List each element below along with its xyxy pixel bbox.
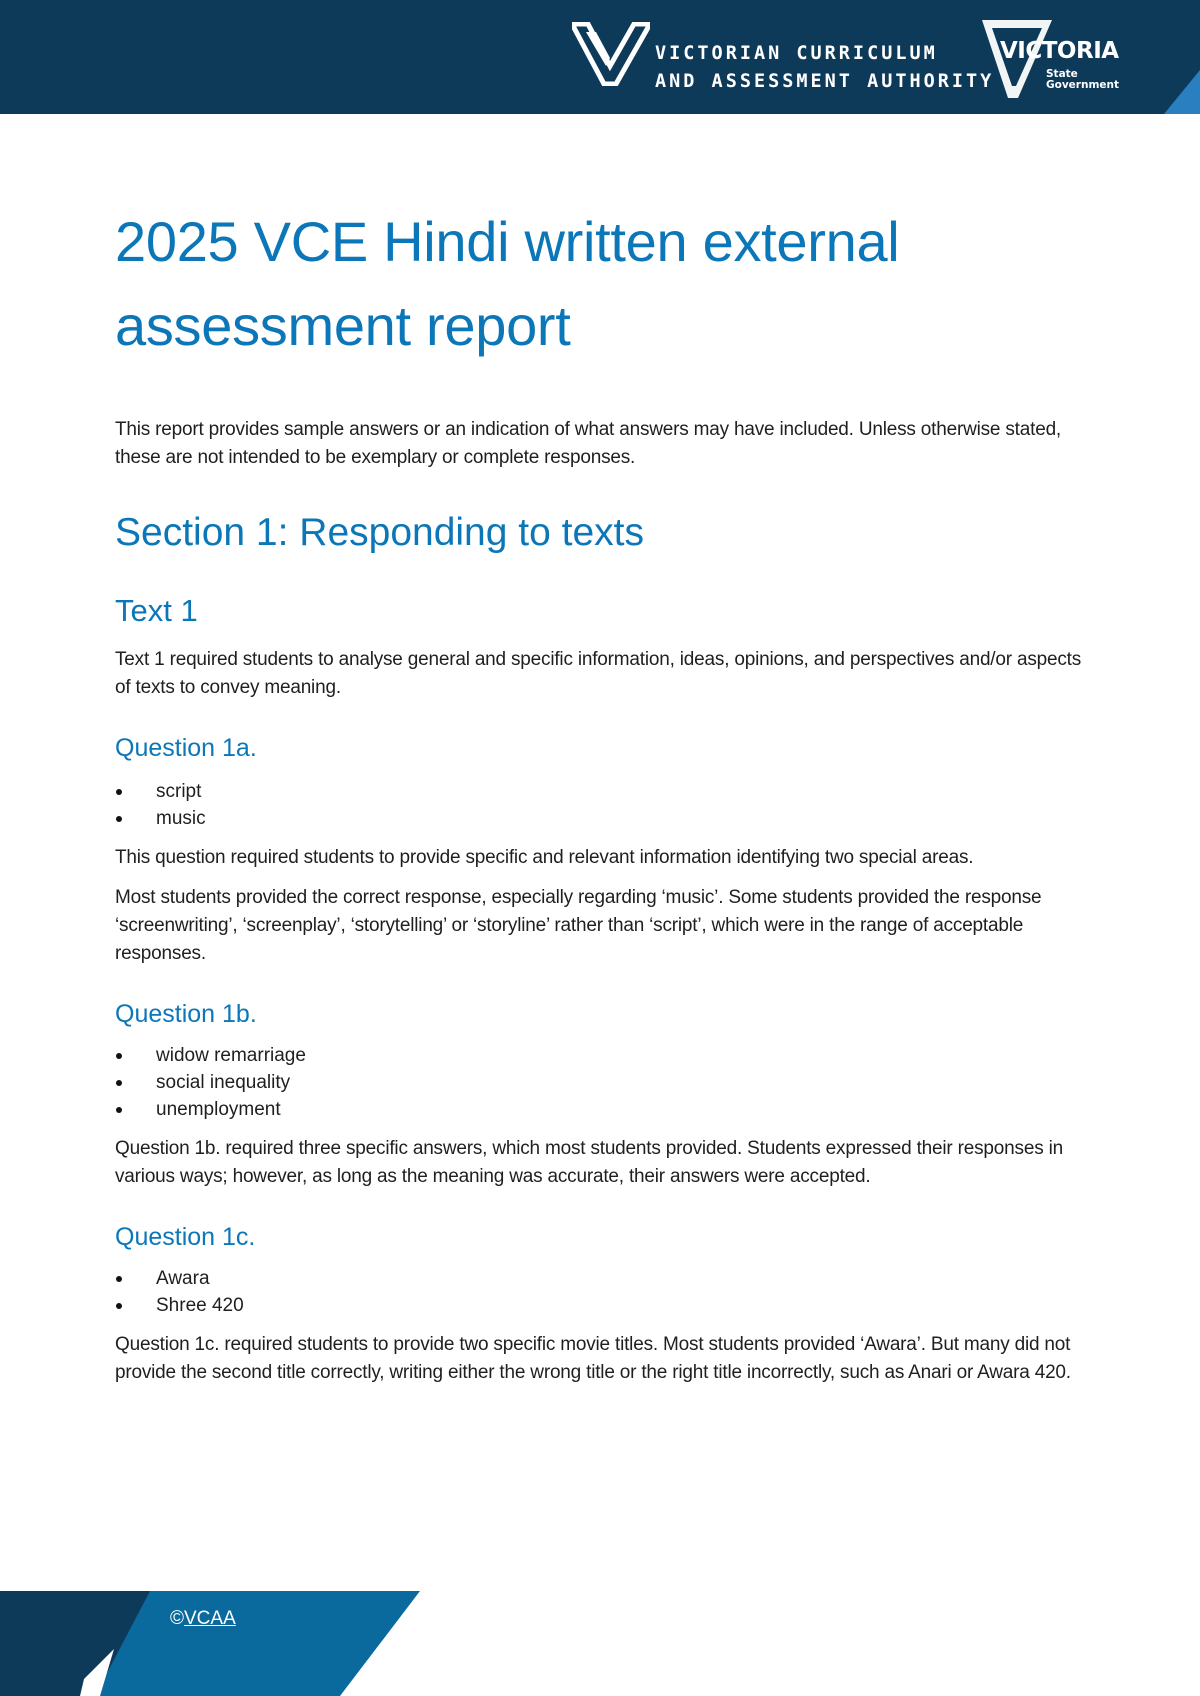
question-1b-answers [115,1042,1085,1123]
list-item: Shree 420 [115,1292,1085,1319]
text-1-description: Text 1 required students to analyse general and specific information, ideas, opinions, and perspectives and/or aspects of texts to convey meaning. [115,649,1082,698]
footer-copyright [170,1608,236,1630]
vcaa-line2: AND ASSESSMENT AUTHORITY [655,71,995,92]
intro-paragraph: This report provides sample answers or an indication of what answers may have included. Unless otherwise stated, these are not intended to be exemplary or complete responses. [115,419,1062,468]
list-item: Awara [115,1265,1085,1292]
list-item: widow remarriage [115,1042,1085,1069]
title-line1: 2025 VCE Hindi written external [115,210,900,273]
page-title [115,200,1085,368]
government-text: Government [1046,79,1120,91]
question-1b-heading: Question 1b. [115,1000,257,1028]
vcaa-line1: VICTORIAN CURRICULUM [655,43,938,64]
question-1c-para1: Question 1c. required students to provide two specific movie titles. Most students provided ‘Awara’. But many did not provide the second title correctly, writing either the wrong title or the right title incorrectly, such as Anari or Awara 420. [115,1334,1071,1383]
copyright-symbol: © [170,1608,184,1629]
report-content [115,200,1085,1387]
page-header [0,0,1200,114]
text-1-heading: Text 1 [115,593,198,628]
state-text: State [1046,68,1078,80]
vcaa-logo-icon [572,22,650,86]
question-1c-answers [115,1265,1085,1319]
list-item: unemployment [115,1096,1085,1123]
question-1a-heading: Question 1a. [115,734,257,762]
question-1c-heading: Question 1c. [115,1223,256,1251]
list-item: script [115,778,1085,805]
section-1-heading: Section 1: Responding to texts [115,511,644,554]
list-item: social inequality [115,1069,1085,1096]
title-line2: assessment report [115,294,571,357]
question-1b-para1: Question 1b. required three specific answers, which most students provided. Students expressed their responses in various ways; however, as long as the meaning was accurate, their answers were accepted. [115,1138,1063,1187]
victoria-wordmark: VICTORIA [1000,38,1119,64]
vcaa-link[interactable]: VCAA [184,1608,236,1629]
vcaa-wordmark [655,40,994,96]
footer-band [0,1591,420,1696]
question-1a-answers [115,778,1085,832]
question-1a-para2: Most students provided the correct response, especially regarding ‘music’. Some students provided the response ‘screenwriting’, ‘screenplay’, ‘storytelling’ or ‘storyline’ rather than ‘script’, which were in the range of acceptable responses. [115,887,1042,964]
header-corner-accent [1164,70,1200,114]
list-item: music [115,805,1085,832]
state-government-text [1046,69,1119,91]
question-1a-para1: This question required students to provide specific and relevant information identifying two special areas. [115,847,974,868]
